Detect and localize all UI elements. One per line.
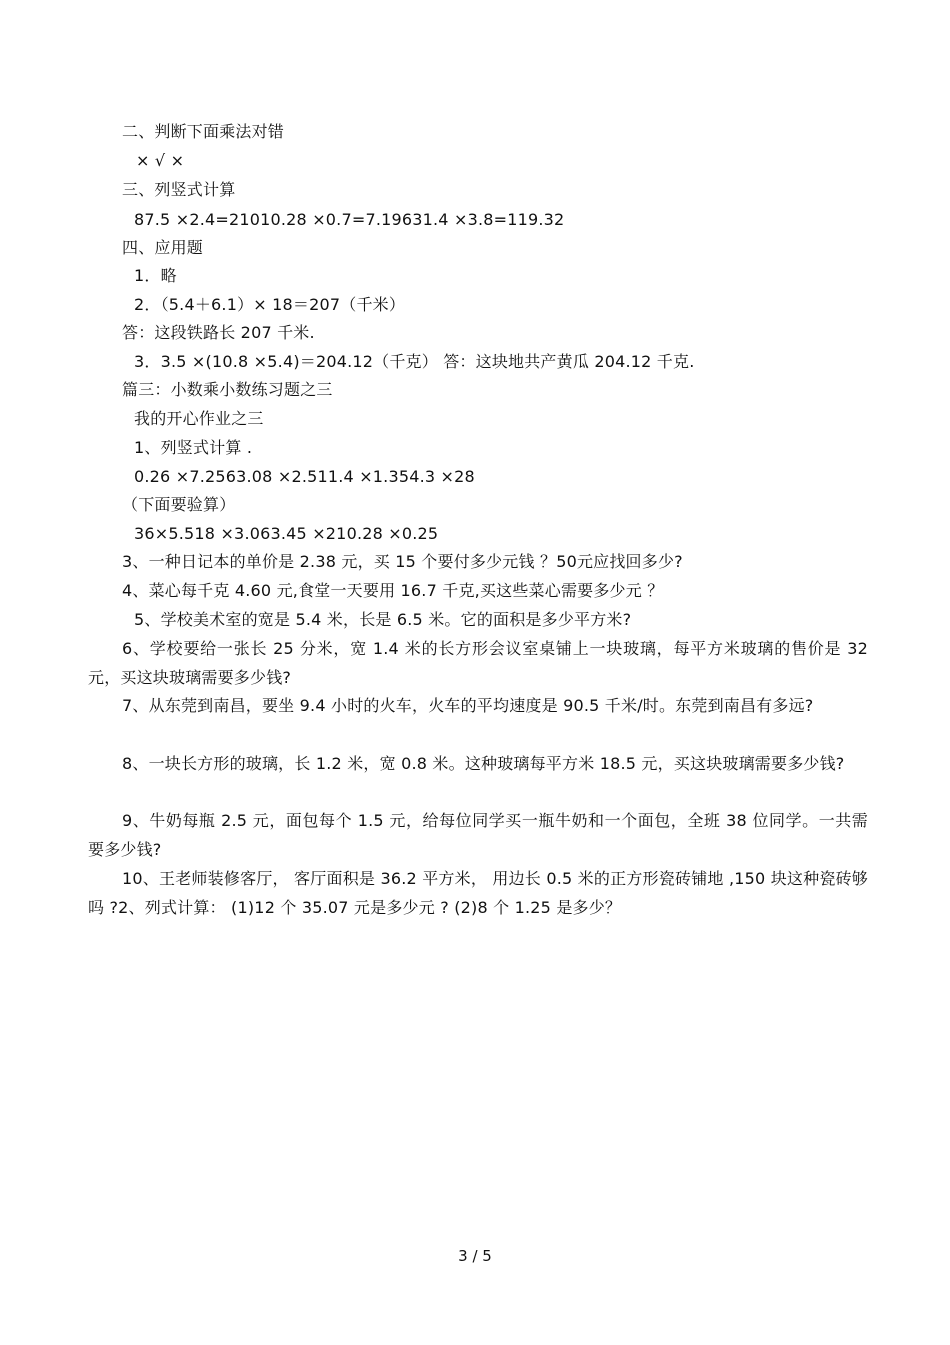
part3-check-line: 36×5.518 ×3.063.45 ×210.28 ×0.25 bbox=[134, 524, 439, 543]
part3-calc-line: 0.26 ×7.2563.08 ×2.511.4 ×1.354.3 ×28 bbox=[134, 467, 475, 486]
section4-q3: 3．3.5 ×(10.8 ×5.4)＝204.12（千克） 答：这块地共产黄瓜 204.12 千克. bbox=[134, 352, 695, 371]
section3-heading: 三、列竖式计算 bbox=[122, 180, 236, 199]
part3-q4: 4、菜心每千克 4.60 元,食堂一天要用 16.7 千克,买这些菜心需要多少元 ？ bbox=[122, 581, 664, 600]
section4-heading: 四、应用题 bbox=[122, 238, 204, 257]
page-number: 3 / 5 bbox=[458, 1247, 492, 1265]
section4-q2: 2．（5.4＋6.1）× 18＝207（千米） bbox=[134, 295, 406, 314]
part3-q8: 8、一块长方形的玻璃，长 1.2 米，宽 0.8 米。这种玻璃每平方米 18.5 元，买这块玻璃需要多少钱? bbox=[122, 754, 845, 773]
section3-calc-line: 87.5 ×2.4=21010.28 ×0.7=7.19631.4 ×3.8=119.32 bbox=[134, 210, 565, 229]
part3-q7: 7、从东莞到南昌，要坐 9.4 小时的火车，火车的平均速度是 90.5 千米/时。东莞到南昌有多远? bbox=[122, 696, 814, 715]
part3-item1-heading: 1、列竖式计算 . bbox=[134, 438, 253, 457]
part3-q9: 9、牛奶每瓶 2.5 元，面包每个 1.5 元，给每位同学买一瓶牛奶和一个面包，全班 38 位同学。一共需要多少钱? bbox=[88, 811, 868, 859]
part3-check-note: （下面要验算） bbox=[122, 495, 236, 514]
part3-q10: 10、王老师装修客厅， 客厅面积是 36.2 平方米， 用边长 0.5 米的正方形瓷砖铺地 ,150 块这种瓷砖够吗 ?2、列式计算： (1)12 个 35.07 元是多少元 ? (2)8 个 1.25 是多少？ bbox=[88, 869, 868, 917]
part3-subtitle: 我的开心作业之三 bbox=[134, 409, 264, 428]
section2-heading: 二、判断下面乘法对错 bbox=[122, 122, 285, 141]
section4-q1: 1．略 bbox=[134, 266, 177, 285]
part3-title: 篇三：小数乘小数练习题之三 bbox=[122, 380, 333, 399]
part3-q6: 6、学校要给一张长 25 分米，宽 1.4 米的长方形会议室桌铺上一块玻璃，每平方米玻璃的售价是 32 元，买这块玻璃需要多少钱? bbox=[88, 639, 868, 687]
section4-q2-answer: 答：这段铁路长 207 千米. bbox=[122, 323, 315, 342]
part3-q3: 3、一种日记本的单价是 2.38 元，买 15 个要付多少元钱 ？50元应找回多少? bbox=[122, 552, 683, 571]
part3-q5: 5、学校美术室的宽是 5.4 米，长是 6.5 米。它的面积是多少平方米? bbox=[134, 610, 632, 629]
section2-answers: × √ × bbox=[136, 151, 185, 170]
